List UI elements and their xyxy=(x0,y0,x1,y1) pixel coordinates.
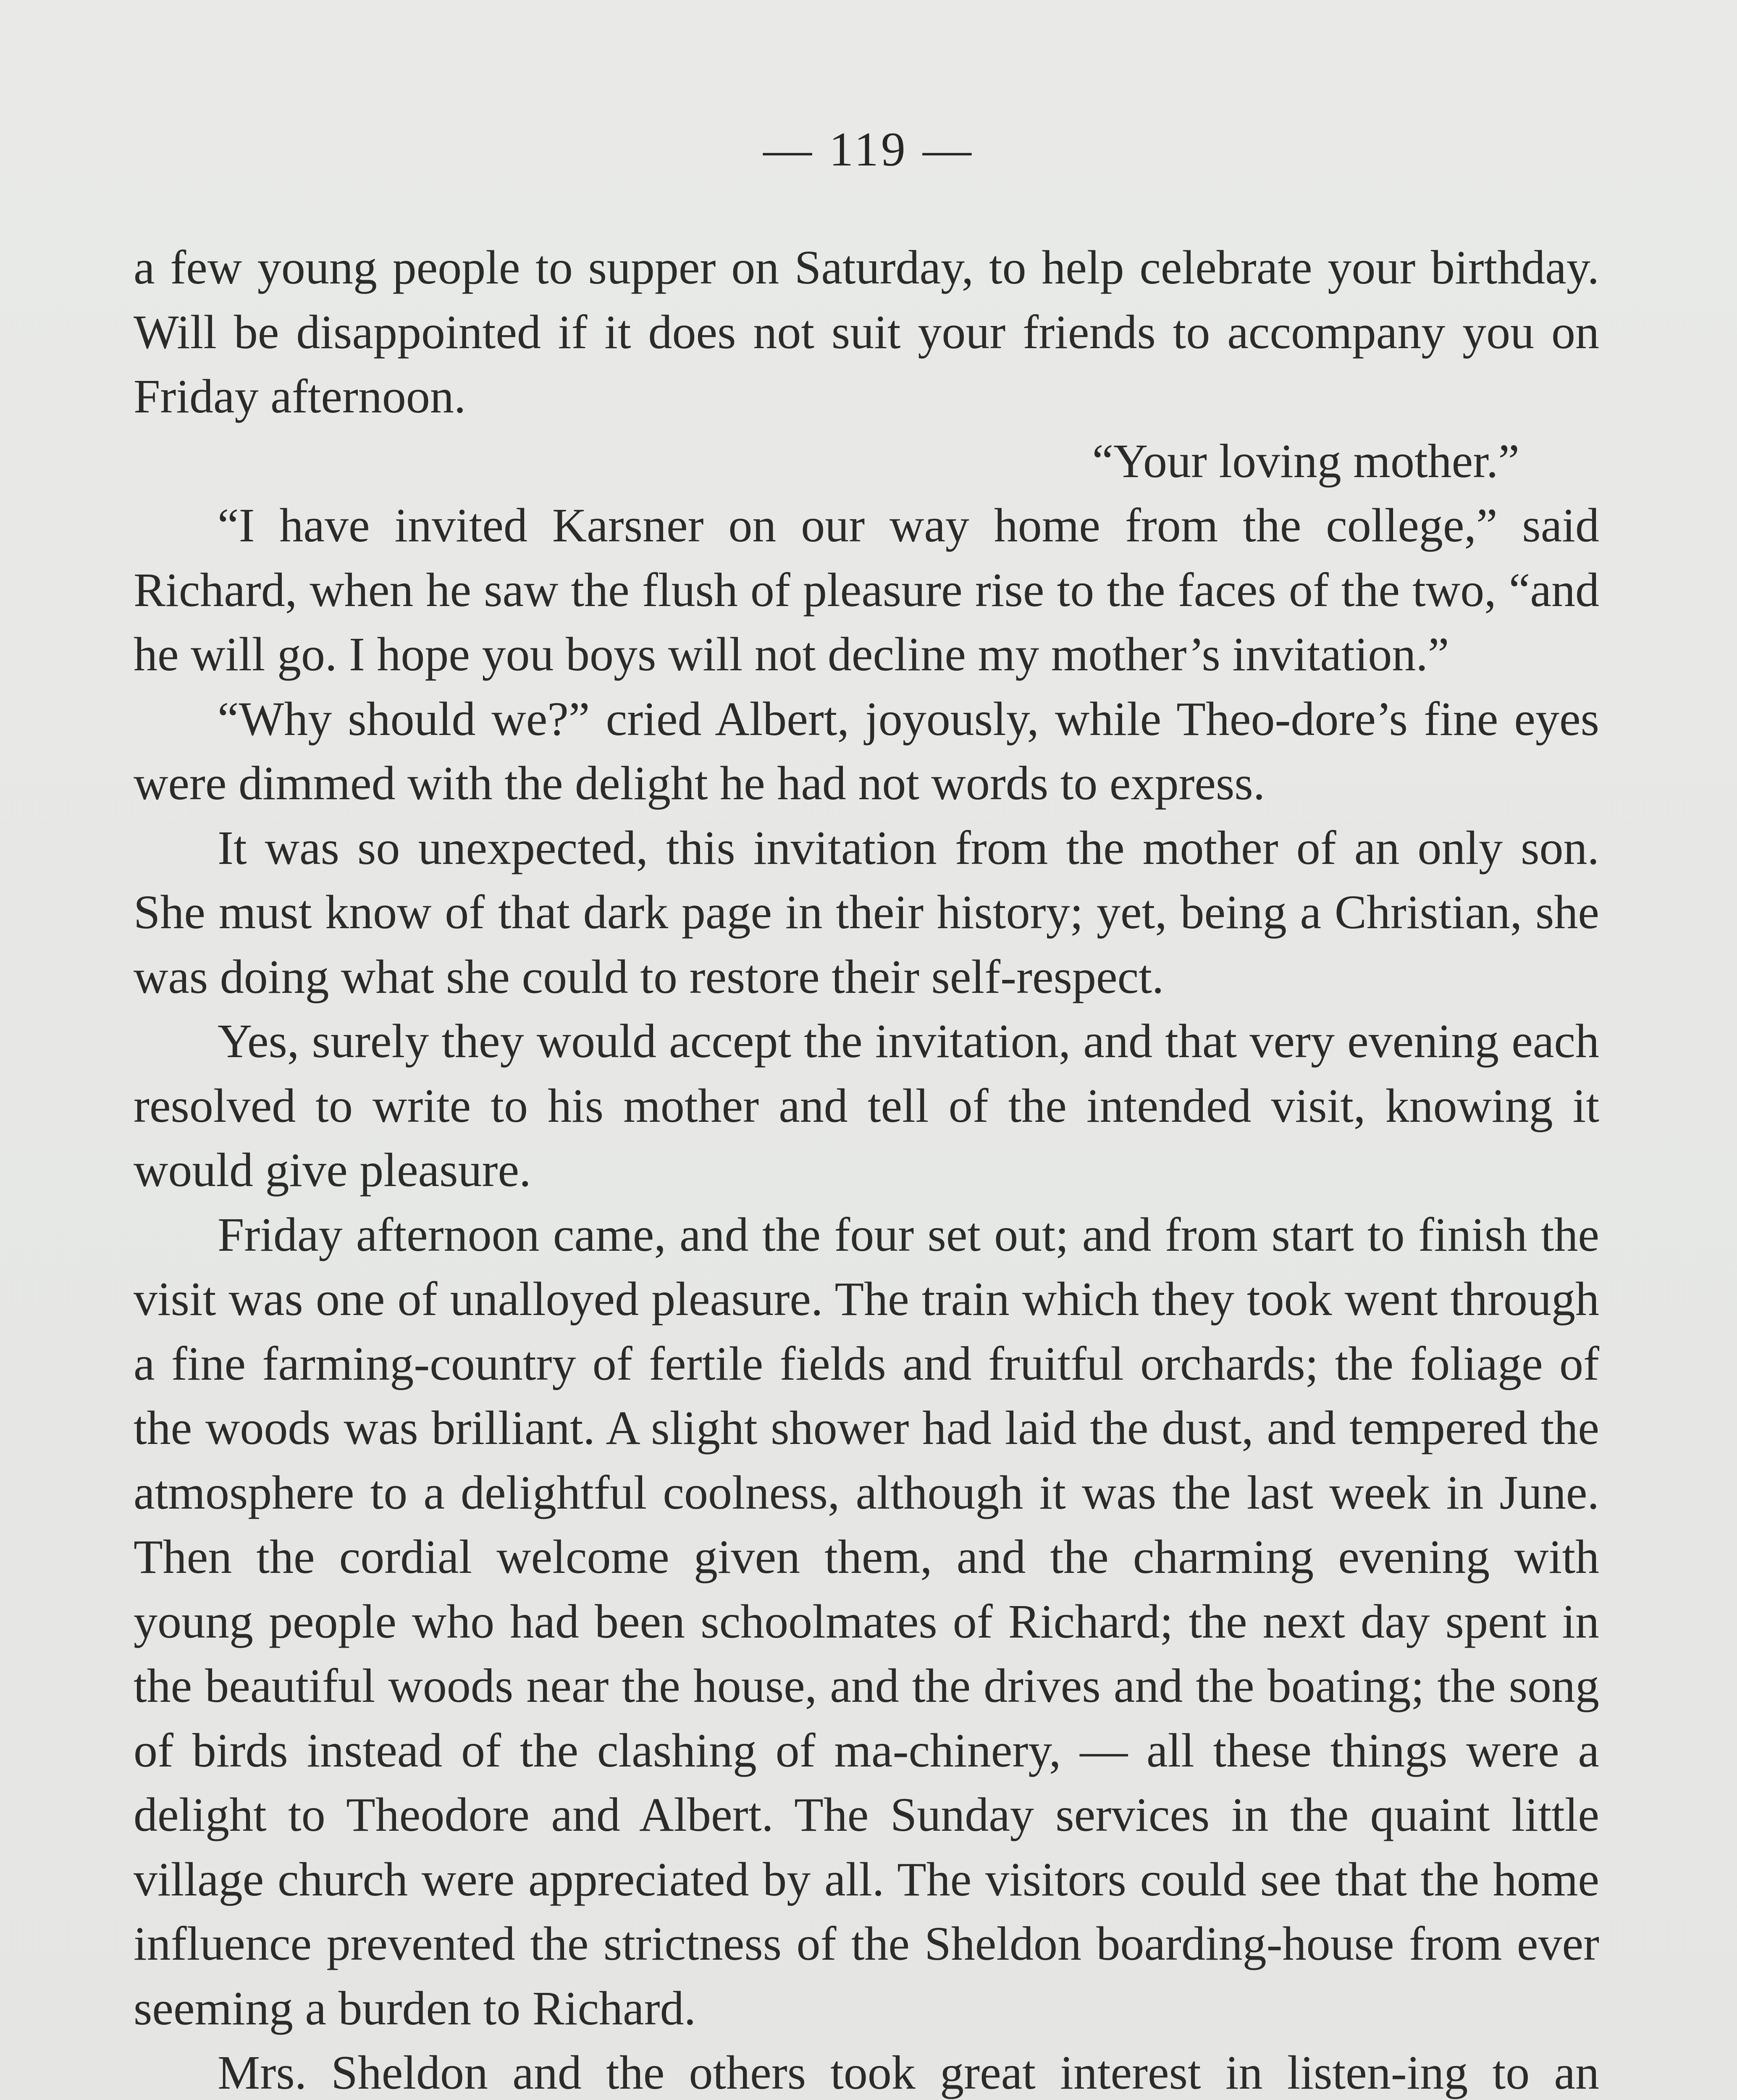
paragraph: Friday afternoon came, and the four set out; and from start to finish the visit was one of unalloyed pleasure. The train which they took went through a fine farming-country of fertile fields and fruitful orchards; the foliage of the woods was brilliant. A slight shower had laid the dust, and tempered the atmosphere to a delightful coolness, although it was the last week in June. Then the cordial welcome given them, and the charming evening with young people who had been schoolmates of Richard; the next day spent in the beautiful woods near the house, and the drives and the boating; the song of birds instead of the clashing of ma-chinery, — all these things were a delight to Theodore and Albert. The Sunday services in the quaint little village church were appreciated by all. The visitors could see that the home influence prevented the strictness of the Sheldon boarding-house from ever seeming a burden to Richard. xyxy=(134,1208,1599,2035)
page-number: — 119 — xyxy=(763,123,974,176)
paragraph: It was so unexpected, this invitation from the mother of an only son. She must know of that dark page in their history; yet, being a Christian, she was doing what she could to restore their self-respect. xyxy=(134,821,1599,1003)
paragraph: “I have invited Karsner on our way home from the college,” said Richard, when he saw the flush of pleasure rise to the faces of the two, “and he will go. I hope you boys will not decline my mother’s invitation.” xyxy=(134,499,1599,681)
paragraph-letter-continuation: a few young people to supper on Saturday, to help celebrate your birthday. Will be disappointed if it does not suit your friends to accompany you on Friday afternoon. xyxy=(134,241,1599,423)
paragraph: Yes, surely they would accept the invitation, and that very evening each resolved to write to his mother and tell of the intended visit, knowing it would give pleasure. xyxy=(134,1014,1599,1197)
paragraph: “Why should we?” cried Albert, joyously, while Theo-dore’s fine eyes were dimmed with the delight he had not words to express. xyxy=(134,692,1599,810)
paragraph: Mrs. Sheldon and the others took great interest in listen-ing to an xyxy=(218,2046,1599,2099)
letter-signature: “Your loving mother.” xyxy=(1092,434,1519,488)
body-text xyxy=(134,235,1599,2100)
